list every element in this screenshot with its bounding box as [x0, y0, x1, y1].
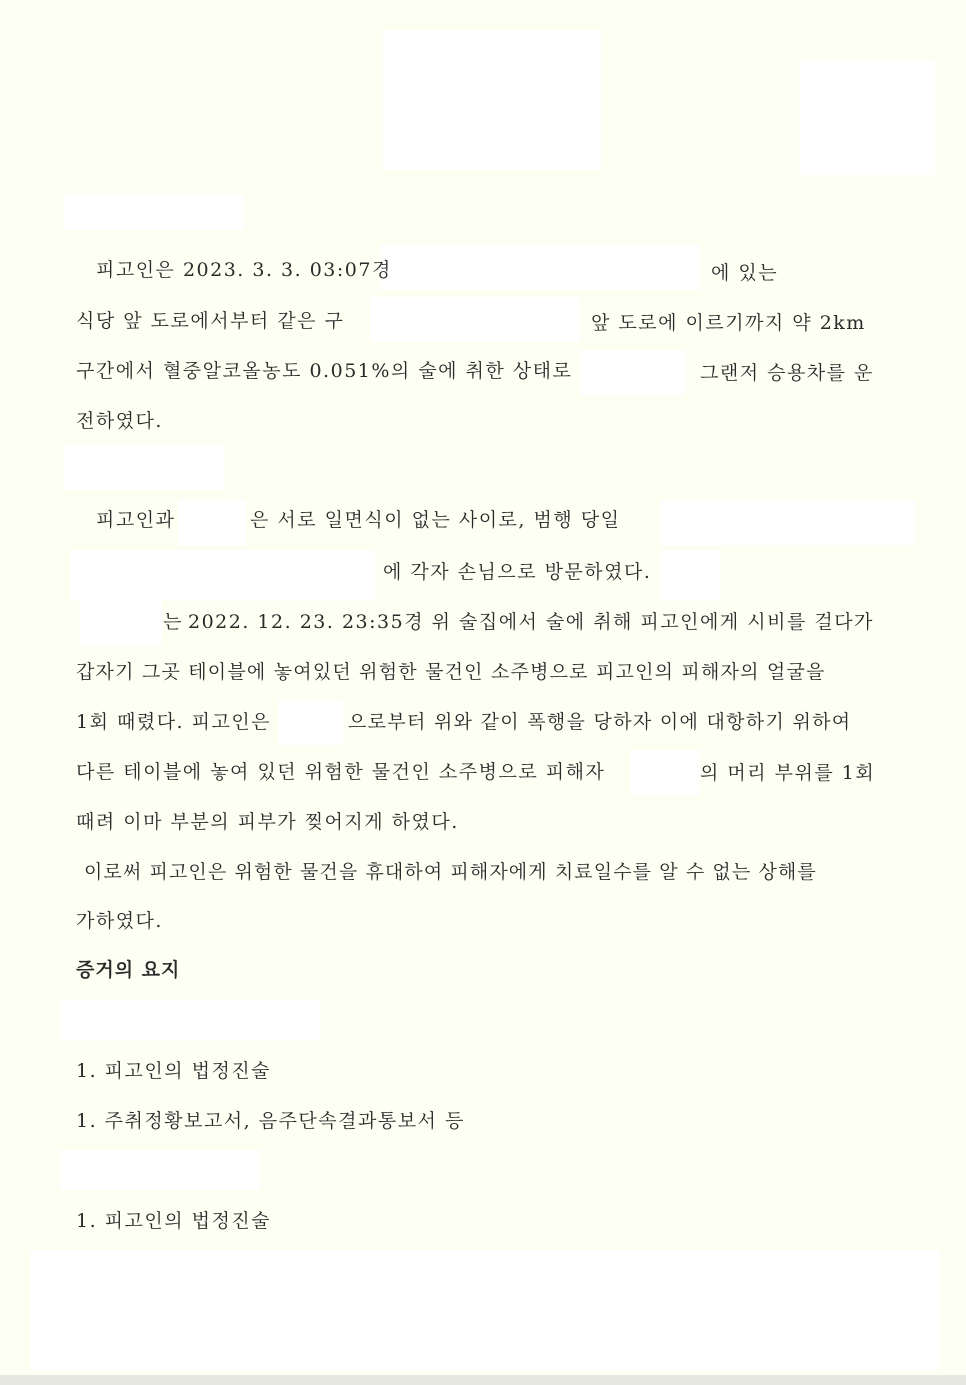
paragraph-1-line-1: 피고인은 2023. 3. 3. 03:07경: [96, 259, 392, 281]
evidence-item: 1. 피고인의 법정진술: [76, 1210, 272, 1232]
redaction-box: [630, 750, 700, 795]
paragraph-2-line-6-tail: 의 머리 부위를 1회: [700, 762, 876, 784]
paragraph-2-line-5: 1회 때렸다. 피고인은: [76, 711, 272, 733]
paragraph-1-line-2: 식당 앞 도로에서부터 같은 구: [76, 310, 345, 332]
paragraph-2-line-5-tail: 으로부터 위와 같이 폭행을 당하자 이에 대항하기 위하여: [348, 711, 852, 733]
redaction-box: [380, 245, 700, 290]
paragraph-1-line-3-tail: 그랜저 승용차를 운: [700, 362, 874, 384]
paragraph-2-line-4: 갑자기 그곳 테이블에 놓여있던 위험한 물건인 소주병으로 피고인의 피해자의 얼굴을: [76, 661, 826, 683]
evidence-item: 1. 피고인의 법정진술: [76, 1060, 272, 1082]
redaction-box: [660, 500, 915, 545]
redaction-box: [178, 500, 246, 545]
redaction-box: [383, 30, 601, 170]
paragraph-2-line-3-head: 는: [163, 611, 183, 633]
redaction-box: [30, 1250, 940, 1370]
paragraph-1-line-2-tail: 앞 도로에 이르기까지 약 2km: [591, 312, 866, 334]
paragraph-2-line-6: 다른 테이블에 놓여 있던 위험한 물건인 소주병으로 피해자: [76, 761, 606, 783]
redaction-box: [64, 195, 244, 230]
page-bottom-edge: [0, 1375, 966, 1385]
evidence-item: 1. 주취정황보고서, 음주단속결과통보서 등: [76, 1110, 465, 1132]
paragraph-2-line-3: 2022. 12. 23. 23:35경 위 술집에서 술에 취해 피고인에게 시비를 걸다가: [188, 611, 874, 633]
redaction-box: [60, 1000, 320, 1040]
redaction-box: [580, 350, 685, 395]
redaction-box: [80, 600, 162, 645]
paragraph-2-line-2: 에 각자 손님으로 방문하였다.: [383, 561, 652, 583]
redaction-box: [64, 445, 224, 490]
redaction-box: [70, 550, 375, 600]
evidence-heading: 증거의 요지: [76, 959, 181, 981]
paragraph-2-line-9: 가하였다.: [76, 910, 163, 932]
redaction-box: [278, 700, 343, 745]
redaction-box: [660, 550, 720, 600]
redaction-box: [800, 60, 935, 175]
redaction-box: [370, 297, 580, 342]
paragraph-2-line-1: 피고인과: [96, 509, 176, 531]
paragraph-1-line-1-tail: 에 있는: [711, 262, 779, 284]
redaction-box: [60, 1150, 260, 1190]
paragraph-2-line-8: 이로써 피고인은 위험한 물건을 휴대하여 피해자에게 치료일수를 알 수 없는 상해를: [84, 861, 817, 883]
paragraph-1-line-3: 구간에서 혈중알코올농도 0.051%의 술에 취한 상태로: [76, 360, 573, 382]
paragraph-2-line-7: 때려 이마 부분의 피부가 찢어지게 하였다.: [76, 811, 459, 833]
paragraph-1-line-4: 전하였다.: [76, 410, 163, 432]
paragraph-2-line-1-tail: 은 서로 일면식이 없는 사이로, 범행 당일: [250, 509, 621, 531]
